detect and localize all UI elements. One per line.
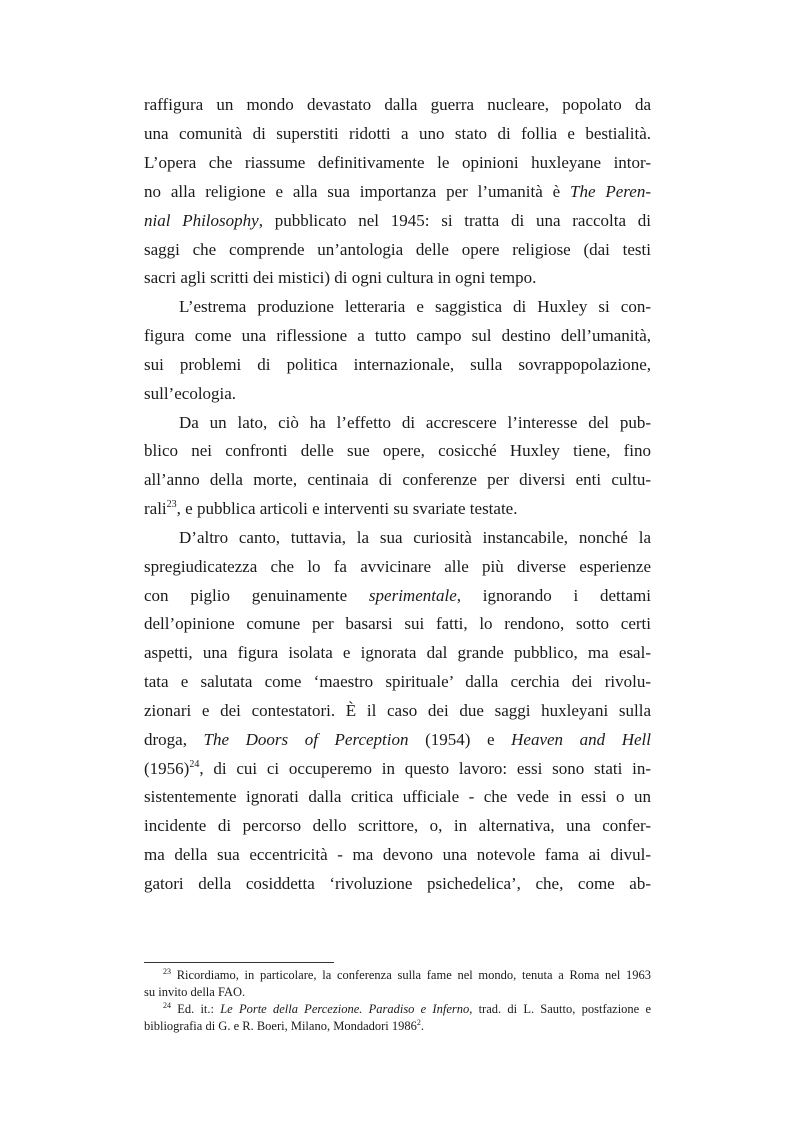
body-line: saggi che comprende un’antologia delle opere religiose (dai testi	[144, 240, 651, 259]
body-line: figura come una riflessione a tutto campo sul destino dell’umanità,	[144, 326, 651, 345]
book-title: Heaven and Hell	[511, 730, 651, 749]
body-line: D’altro canto, tuttavia, la sua curiosità instancabile, nonché la	[179, 528, 651, 547]
footnote-24-cont: bibliografia di G. e R. Boeri, Milano, Mondadori 1986$^2$.	[144, 1018, 425, 1033]
body-line: Da un lato, ciò ha l’effetto di accrescere l’interesse del pub-	[179, 413, 651, 432]
body-line: dell’opinione comune per basarsi sui fatti, lo rendono, sotto certi	[144, 614, 651, 633]
body-line: $(1956)^{24}$, di cui ci occuperemo in questo lavoro: essi sono stati in-	[144, 759, 651, 778]
body-line: no alla religione e alla sua importanza per l’umanità è The Peren-	[144, 182, 651, 201]
footnote-ref-23[interactable]: 23	[166, 499, 177, 510]
body-line: all’anno della morte, centinaia di conferenze per diversi enti cultu-	[144, 470, 651, 489]
body-line: tata e salutata come ‘maestro spirituale’ dalla cerchia dei rivolu-	[144, 672, 651, 691]
body-line: L’estrema produzione letteraria e saggistica di Huxley si con-	[179, 297, 651, 316]
body-line: sacri agli scritti dei mistici) di ogni cultura in ogni tempo.	[144, 268, 537, 287]
body-line: blico nei confronti delle sue opere, cosicché Huxley tiene, fino	[144, 441, 651, 460]
body-line: droga, The Doors of Perception (1954) e Heaven and Hell	[144, 730, 651, 749]
footnote-ref-24[interactable]: 24	[189, 759, 200, 770]
body-line: zionari e dei contestatori. È il caso dei due saggi huxleyani sulla	[144, 701, 651, 720]
body-line: spregiudicatezza che lo fa avvicinare alle più diverse esperienze	[144, 557, 651, 576]
book-title: nial Philosophy	[144, 211, 259, 230]
footnote-number: 23	[163, 967, 171, 976]
body-line: rali$^{23}$, e pubblica articoli e interventi su svariate testate.	[144, 499, 518, 518]
emphasis: sperimentale	[368, 586, 457, 605]
footnote-23-cont: su invito della FAO.	[144, 985, 246, 999]
body-line: una comunità di superstiti ridotti a uno stato di follia e bestialità.	[144, 124, 651, 143]
footnote-23: $^{23}$ Ricordiamo, in particolare, la conferenza sulla fame nel mondo, tenuta a Roma nel 1963	[163, 967, 651, 982]
body-line: nial Philosophy, pubblicato nel 1945: si tratta di una raccolta di	[144, 211, 651, 230]
body-line: raffigura un mondo devastato dalla guerra nucleare, popolato da	[144, 95, 651, 114]
body-line: gatori della cosiddetta ‘rivoluzione psichedelica’, che, come ab-	[144, 874, 651, 893]
edition-superscript: 2	[416, 1018, 421, 1027]
footnote-divider	[144, 962, 334, 963]
body-line: aspetti, una figura isolata e ignorata dal grande pubblico, ma esal-	[144, 643, 651, 662]
book-title: The Peren-	[570, 182, 651, 201]
body-line: con piglio genuinamente sperimentale, ignorando i dettami	[144, 586, 651, 605]
body-line: sui problemi di politica internazionale, sulla sovrappopolazione,	[144, 355, 651, 374]
body-line: sull’ecologia.	[144, 384, 237, 403]
body-line: sistentemente ignorati dalla critica ufficiale - che vede in essi o un	[144, 787, 651, 806]
footnote-number: 24	[163, 1001, 171, 1010]
body-line: ma della sua eccentricità - ma devono una notevole fama ai divul-	[144, 845, 651, 864]
footnote-24: $^{24}$ Ed. it.: Le Porte della Percezione. Paradiso e Inferno, trad. di L. Sautto, postfazione e	[163, 1001, 651, 1016]
body-line: L’opera che riassume definitivamente le opinioni huxleyane intor-	[144, 153, 651, 172]
book-title: The Doors of Perception	[203, 730, 409, 749]
book-title: Le Porte della Percezione. Paradiso e Inferno	[220, 1002, 470, 1016]
body-line: incidente di percorso dello scrittore, o, in alternativa, una confer-	[144, 816, 651, 835]
